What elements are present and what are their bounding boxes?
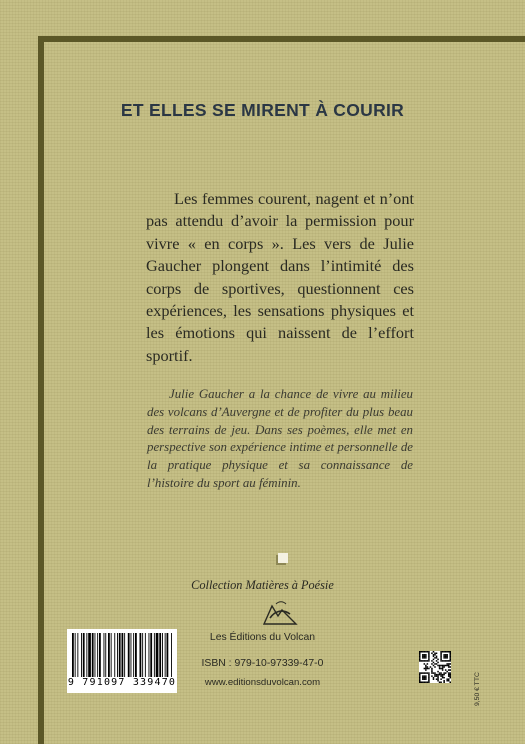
qr-code-icon: [419, 651, 451, 683]
book-title: ET ELLES SE MIRENT À COURIR: [120, 100, 405, 120]
frame-horizontal-bar: [38, 36, 525, 42]
collection-name: Collection Matières à Poésie: [191, 578, 334, 592]
publisher-name: Les Éditions du Volcan: [209, 632, 316, 643]
isbn-text: ISBN : 979-10-97339-47-0: [201, 658, 324, 669]
book-blurb: Les femmes courent, nagent et n’ont pas attendu d’avoir la permission pour vivre « en corps ». Les vers de Julie Gaucher plongent dans l’intimité des corps de sportives, questionnent ces expériences, les sensations physiques et les émotions qui naissent de l’effort sportif.: [146, 189, 414, 365]
decorative-square: [278, 553, 288, 563]
price-label: 9,50 € TTC: [474, 672, 481, 706]
publisher-logo-icon: [262, 600, 298, 626]
barcode-number: 9 791097 339470: [67, 677, 177, 688]
author-bio: Julie Gaucher a la chance de vivre au milieu des volcans d’Auvergne et de profiter du plus beau des terrains de jeu. Dans ses poèmes, elle met en perspective son expérience intime et personnelle de la pratique physique et sa connaissance de l’histoire du sport au féminin.: [147, 387, 413, 490]
barcode: [67, 629, 177, 693]
barcode-bars: [72, 633, 172, 677]
publisher-website: www.editionsduvolcan.com: [204, 677, 321, 688]
